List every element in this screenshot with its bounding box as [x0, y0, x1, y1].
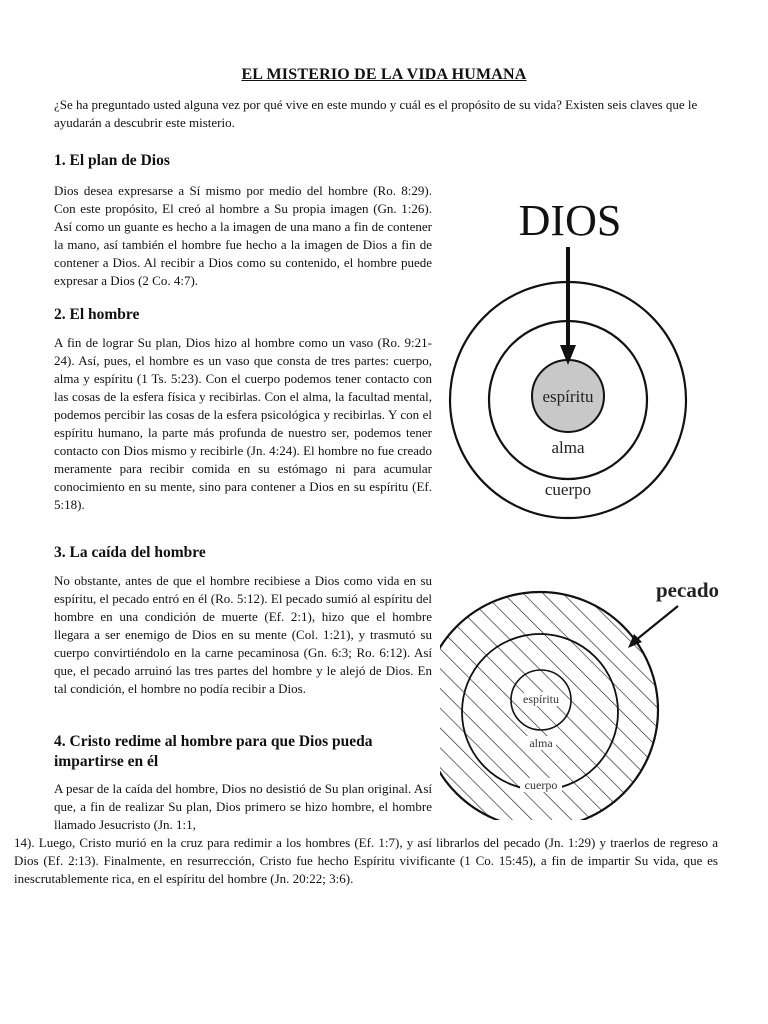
figure2-espiritu-label: espíritu: [523, 692, 559, 706]
section-3-heading: 3. La caída del hombre: [54, 544, 206, 561]
figure2-arrow-shaft: [636, 606, 678, 640]
section-2-heading: 2. El hombre: [54, 306, 140, 323]
section-2-body: A fin de lograr Su plan, Dios hizo al hombre como un vaso (Ro. 9:21-24). Así, pues, el hombre es un vaso que consta de tres partes: cuerpo, alma y espíritu (1 Ts. 5:23). Con el cuerpo podemos tener contacto con las cosas de la esfera física y recibirlas. Con el alma, la facultad mental, podemos percibir las cosas de la esfera psicológica y recibirlas. Y con el espíritu humano, la parte más profunda de nuestro ser, podemos tener contacto con Dios mismo y recibirle (Jn. 4:24). El hombre no fue creado meramente para recibir comida en su estómago ni para acumular conocimiento en su mente, sino para contener a Dios en su espíritu (Ef. 5:18).: [54, 335, 432, 512]
section-3-body: No obstante, antes de que el hombre recibiese a Dios como vida en su espíritu, el pecado entró en él (Ro. 5:12). El pecado sumió al espíritu del hombre en una condición de muerte (Ef. 2:1), hizo que el hombre llegara a ser enemigo de Dios en su mente (Col. 1:21), y trasmutó su cuerpo convirtiéndolo en la carne pecaminosa (Gn. 6:3; Ro. 6:12). Así que, el pecado arruinó las tres partes del hombre y le alejó de Dios. En tal condición, el hombre no podía recibir a Dios.: [54, 573, 432, 696]
section-4-body-column: A pesar de la caída del hombre, Dios no desistió de Su plan original. Así que, a fin de realizar Su plan, Dios primero se hizo hombre, el hombre llamado Jesucristo (Jn. 1:1,: [54, 781, 432, 832]
section-4-body-wide: 14). Luego, Cristo murió en la cruz para redimir a los hombres (Ef. 1:7), y así librarlos del pecado (Jn. 1:29) y traerlos de regreso a Dios (Ef. 2:13). Finalmente, en resurrección, Cristo fue hecho Espíritu vivificante (1 Co. 15:45), a fin de impartir Su vida, que es inescrutablemente rica, en el espíritu del hombre (Jn. 20:22; 3:6).: [14, 835, 718, 886]
figure1-espiritu-label: espíritu: [542, 387, 594, 406]
figure-vessel-diagram: [440, 185, 760, 520]
figure2-cuerpo-label: cuerpo: [524, 778, 558, 792]
document-title: EL MISTERIO DE LA VIDA HUMANA: [241, 66, 527, 83]
figure1-cuerpo-label: cuerpo: [544, 480, 592, 499]
figure2-pecado-label: pecado: [656, 578, 719, 602]
figure2-alma-label: alma: [529, 736, 553, 750]
figure-fallen-vessel-diagram: [440, 570, 760, 820]
figure1-dios-label: DIOS: [518, 196, 622, 245]
figure1-alma-label: alma: [551, 438, 585, 457]
section-1-body: Dios desea expresarse a Sí mismo por medio del hombre (Ro. 8:29). Con este propósito, El creó al hombre a Su propia imagen (Gn. 1:26). Así como un guante es hecho a la imagen de una mano a fin de contener la mano, así también el hombre fue hecho a la imagen de Dios a fin de contener a Dios. Al recibir a Dios como su contenido, el hombre puede expresar a Dios (2 Co. 4:7).: [54, 183, 432, 288]
section-1-heading: 1. El plan de Dios: [54, 152, 170, 169]
intro-paragraph: ¿Se ha preguntado usted alguna vez por qué vive en este mundo y cuál es el propósito de su vida? Existen seis claves que le ayudarán a descubrir este misterio.: [54, 97, 698, 130]
section-4-heading: 4. Cristo redime al hombre para que Dios pueda impartirse en él: [54, 733, 373, 770]
